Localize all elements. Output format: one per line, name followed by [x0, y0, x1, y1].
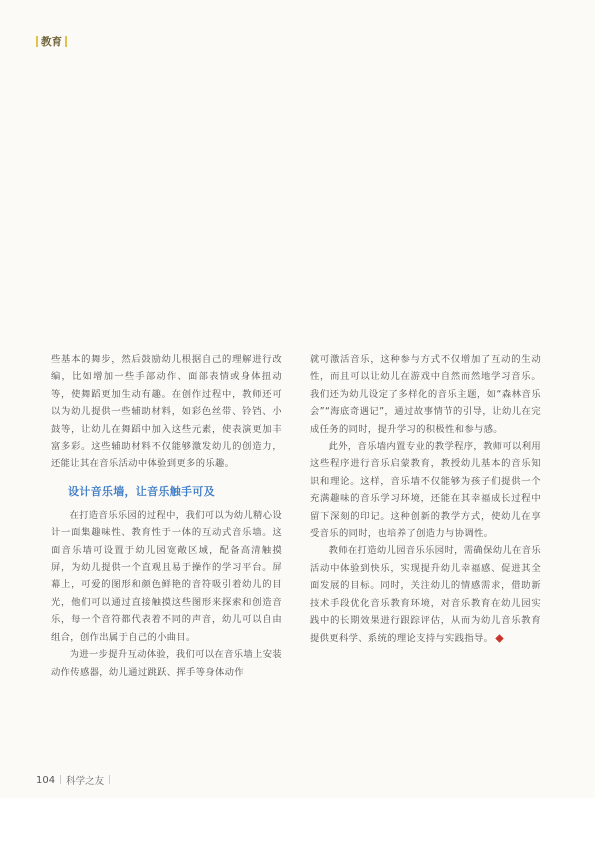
- right-paragraph-3-text: 教师在打造幼儿园音乐乐园时，需确保幼儿在音乐活动中体验到快乐，实现提升幼儿幸福感、促进其全面发展的目标。同时，关注幼儿的情感需求，借助新技术手段优化音乐教育环境，对音乐教育在幼儿园实践中的长期效果进行跟踪评估，从而为幼儿音乐教育提供更科学、系统的理论支持与实践指导。: [310, 545, 541, 644]
- end-mark-icon: [496, 634, 504, 642]
- right-paragraph-2: 此外，音乐墙内置专业的教学程序，教师可以利用这些程序进行音乐启蒙教育，教授幼儿基本的音乐知识和理论。这样，音乐墙不仅能够为孩子们提供一个充满趣味的音乐学习环境，还能在其幸福成长过程中留下深刻的印记。这种创新的教学方式，使幼儿在享受音乐的同时，也培养了创造力与协调性。: [310, 441, 541, 540]
- section-heading: 设计音乐墙，让音乐触手可及: [68, 484, 215, 498]
- left-column: [51, 351, 282, 681]
- section-tag: [36, 34, 67, 48]
- section-bar-left: [36, 36, 38, 47]
- footer-separator-1: |: [59, 775, 63, 785]
- page-number: 104: [36, 774, 56, 786]
- right-paragraph-3: [310, 542, 541, 646]
- left-paragraph-3: 为进一步提升互动体验，我们可以在音乐墙上安装动作传感器，幼儿通过跳跃、挥手等身体动作: [51, 649, 282, 678]
- magazine-name: 科学之友: [66, 776, 105, 787]
- page-footer: [36, 773, 111, 787]
- section-label: 教育: [41, 35, 62, 48]
- left-paragraph-1: 些基本的舞步，然后鼓励幼儿根据自己的理解进行改编，比如增加一些手部动作、面部表情或身体扭动等，使舞蹈更加生动有趣。在创作过程中，教师还可以为幼儿提供一些辅助材料，如彩色丝带、铃铛、小鼓等，让幼儿在舞蹈中加入这些元素，使表演更加丰富多彩。这些辅助材料不仅能够激发幼儿的创造力，还能让其在音乐活动中体验到更多的乐趣。: [51, 354, 282, 470]
- bottom-margin: [0, 798, 595, 842]
- section-bar-right: [65, 36, 67, 47]
- right-paragraph-1: 就可激活音乐，这种参与方式不仅增加了互动的生动性，而且可以让幼儿在游戏中自然而然地学习音乐。我们还为幼儿设定了多样化的音乐主题，如“森林音乐会”“海底奇遇记”，通过故事情节的引导，让幼儿在完成任务的同时，提升学习的积极性和参与感。: [310, 354, 541, 435]
- right-column: [310, 351, 541, 647]
- left-paragraph-2: 在打造音乐乐园的过程中，我们可以为幼儿精心设计一面集趣味性、教育性于一体的互动式音乐墙。这面音乐墙可设置于幼儿园宽敞区域，配备高清触摸屏，为幼儿提供一个直观且易于操作的学习平台。屏幕上，可爱的图形和颜色鲜艳的音符吸引着幼儿的目光，他们可以通过直接触摸这些图形来探索和创造音乐，每一个音符都代表着不同的声音，幼儿可以自由组合，创作出属于自己的小曲目。: [51, 509, 282, 643]
- footer-separator-2: |: [108, 775, 112, 785]
